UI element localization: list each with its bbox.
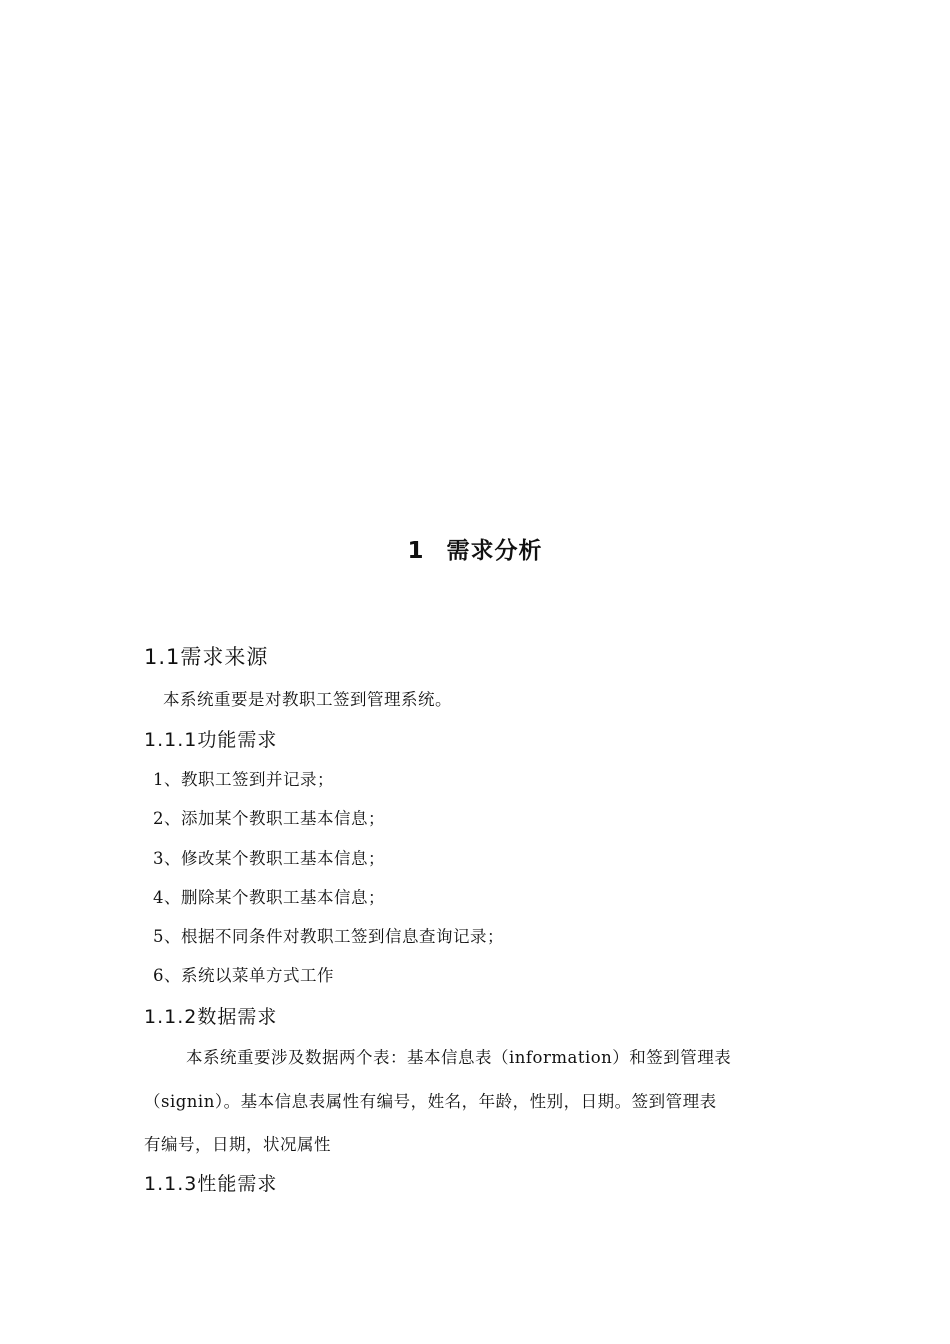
paragraph-line: （signin）。基本信息表属性有编号，姓名，年龄，性别，日期。签到管理表 [144, 1092, 717, 1111]
chapter-title-text: 需求分析 [446, 538, 543, 564]
section-1-1-intro: 本系统重要是对教职工签到管理系统。 [163, 690, 452, 709]
section-heading-1-1-1: 1.1.1功能需求 [144, 729, 278, 751]
section-heading-1-1: 1.1需求来源 [144, 645, 269, 669]
list-item: 2、添加某个教职工基本信息； [153, 809, 385, 828]
list-item: 4、删除某个教职工基本信息； [153, 888, 385, 907]
list-item: 6、系统以菜单方式工作 [153, 966, 334, 985]
chapter-title [0, 532, 950, 565]
list-item: 5、根据不同条件对教职工签到信息查询记录； [153, 927, 504, 946]
chapter-number: 1 [407, 538, 425, 564]
paragraph-line: 本系统重要涉及数据两个表：基本信息表（information）和签到管理表 [186, 1048, 732, 1067]
section-heading-1-1-2: 1.1.2数据需求 [144, 1006, 278, 1028]
list-item: 3、修改某个教职工基本信息； [153, 849, 385, 868]
paragraph-line: 有编号，日期，状况属性 [144, 1135, 331, 1154]
list-item: 1、教职工签到并记录； [153, 770, 334, 789]
section-heading-1-1-3: 1.1.3性能需求 [144, 1173, 278, 1195]
